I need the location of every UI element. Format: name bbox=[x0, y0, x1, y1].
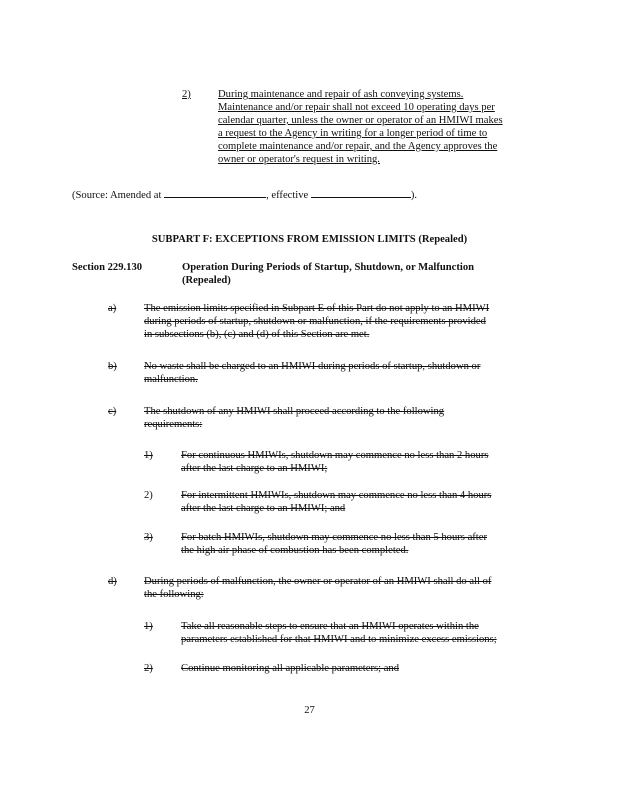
item-line: the high air phase of combustion has been completed. bbox=[181, 545, 409, 556]
section-title-line: (Repealed) bbox=[182, 275, 231, 286]
section-title bbox=[182, 261, 474, 287]
item-line: For intermittent HMIWIs, shutdown may commence no less than 4 hours bbox=[181, 490, 492, 501]
paragraph-c-item-1-text bbox=[181, 449, 488, 475]
paragraph-b-label: b) bbox=[108, 361, 117, 372]
paragraph-line: During periods of malfunction, the owner or operator of an HMIWI shall do all of bbox=[144, 576, 492, 587]
paragraph-c-item-2-number: 2) bbox=[144, 490, 153, 501]
item-line: Take all reasonable steps to ensure that an HMIWI operates within the bbox=[181, 621, 479, 632]
paragraph-line: The emission limits specified in Subpart E of this Part do not apply to an HMIWI bbox=[144, 303, 490, 314]
item-2-line: calendar quarter, unless the owner or operator of an HMIWI makes bbox=[218, 115, 503, 126]
paragraph-d-item-1-text bbox=[181, 620, 497, 646]
paragraph-c-item-2-text bbox=[181, 489, 491, 515]
source-suffix: ). bbox=[410, 190, 418, 201]
paragraph-line: malfunction. bbox=[144, 374, 198, 385]
paragraph-c-text bbox=[144, 405, 444, 431]
paragraph-line: the following: bbox=[144, 589, 204, 600]
item-2-line: owner or operator's request in writing. bbox=[218, 154, 380, 165]
source-effective-blank bbox=[311, 187, 411, 198]
item-2-line: a request to the Agency in writing for a longer period of time to bbox=[218, 128, 488, 139]
paragraph-line: during periods of startup, shutdown or malfunction, if the requirements provided bbox=[144, 316, 486, 327]
paragraph-c-item-1-number: 1) bbox=[144, 450, 153, 461]
item-2-line: Maintenance and/or repair shall not exceed 10 operating days per bbox=[218, 102, 495, 113]
section-title-line: Operation During Periods of Startup, Shutdown, or Malfunction bbox=[182, 262, 475, 273]
item-line: after the last charge to an HMIWI; and bbox=[181, 503, 346, 514]
source-amended-blank bbox=[164, 187, 266, 198]
source-prefix: (Source: Amended at bbox=[72, 190, 162, 201]
section-number: Section 229.130 bbox=[72, 262, 143, 273]
page-number: 27 bbox=[304, 705, 315, 716]
item-2-line: complete maintenance and/or repair, and the Agency approves the bbox=[218, 141, 498, 152]
source-middle: , effective bbox=[266, 190, 309, 201]
item-line: For batch HMIWIs, shutdown may commence no less than 5 hours after bbox=[181, 532, 487, 543]
item-line: after the last charge to an HMIWI; bbox=[181, 463, 328, 474]
paragraph-line: requirements: bbox=[144, 419, 203, 430]
paragraph-d-item-1-number: 1) bbox=[144, 621, 153, 632]
paragraph-c-item-3-number: 3) bbox=[144, 532, 153, 543]
item-line: Continue monitoring all applicable parameters; and bbox=[181, 663, 399, 674]
paragraph-b-text bbox=[144, 360, 480, 386]
paragraph-d-label: d) bbox=[108, 576, 117, 587]
paragraph-line: The shutdown of any HMIWI shall proceed according to the following bbox=[144, 406, 445, 417]
paragraph-line: in subsections (b), (c) and (d) of this Section are met. bbox=[144, 329, 370, 340]
subpart-heading: SUBPART F: EXCEPTIONS FROM EMISSION LIMITS (Repealed) bbox=[151, 234, 468, 245]
paragraph-d-item-2-text bbox=[181, 662, 399, 675]
item-2-number: 2) bbox=[182, 89, 191, 100]
item-line: For continuous HMIWIs, shutdown may commence no less than 2 hours bbox=[181, 450, 489, 461]
paragraph-d-item-2-number: 2) bbox=[144, 663, 153, 674]
paragraph-a-text bbox=[144, 302, 489, 341]
paragraph-d-text bbox=[144, 575, 491, 601]
item-line: parameters established for that HMIWI and to minimize excess emissions; bbox=[181, 634, 497, 645]
source-note bbox=[72, 187, 417, 202]
item-2-line: During maintenance and repair of ash conveying systems. bbox=[218, 89, 464, 100]
item-2-text bbox=[218, 88, 503, 166]
paragraph-c-label: c) bbox=[108, 406, 117, 417]
paragraph-a-label: a) bbox=[108, 303, 117, 314]
paragraph-c-item-3-text bbox=[181, 531, 487, 557]
paragraph-line: No waste shall be charged to an HMIWI during periods of startup, shutdown or bbox=[144, 361, 481, 372]
